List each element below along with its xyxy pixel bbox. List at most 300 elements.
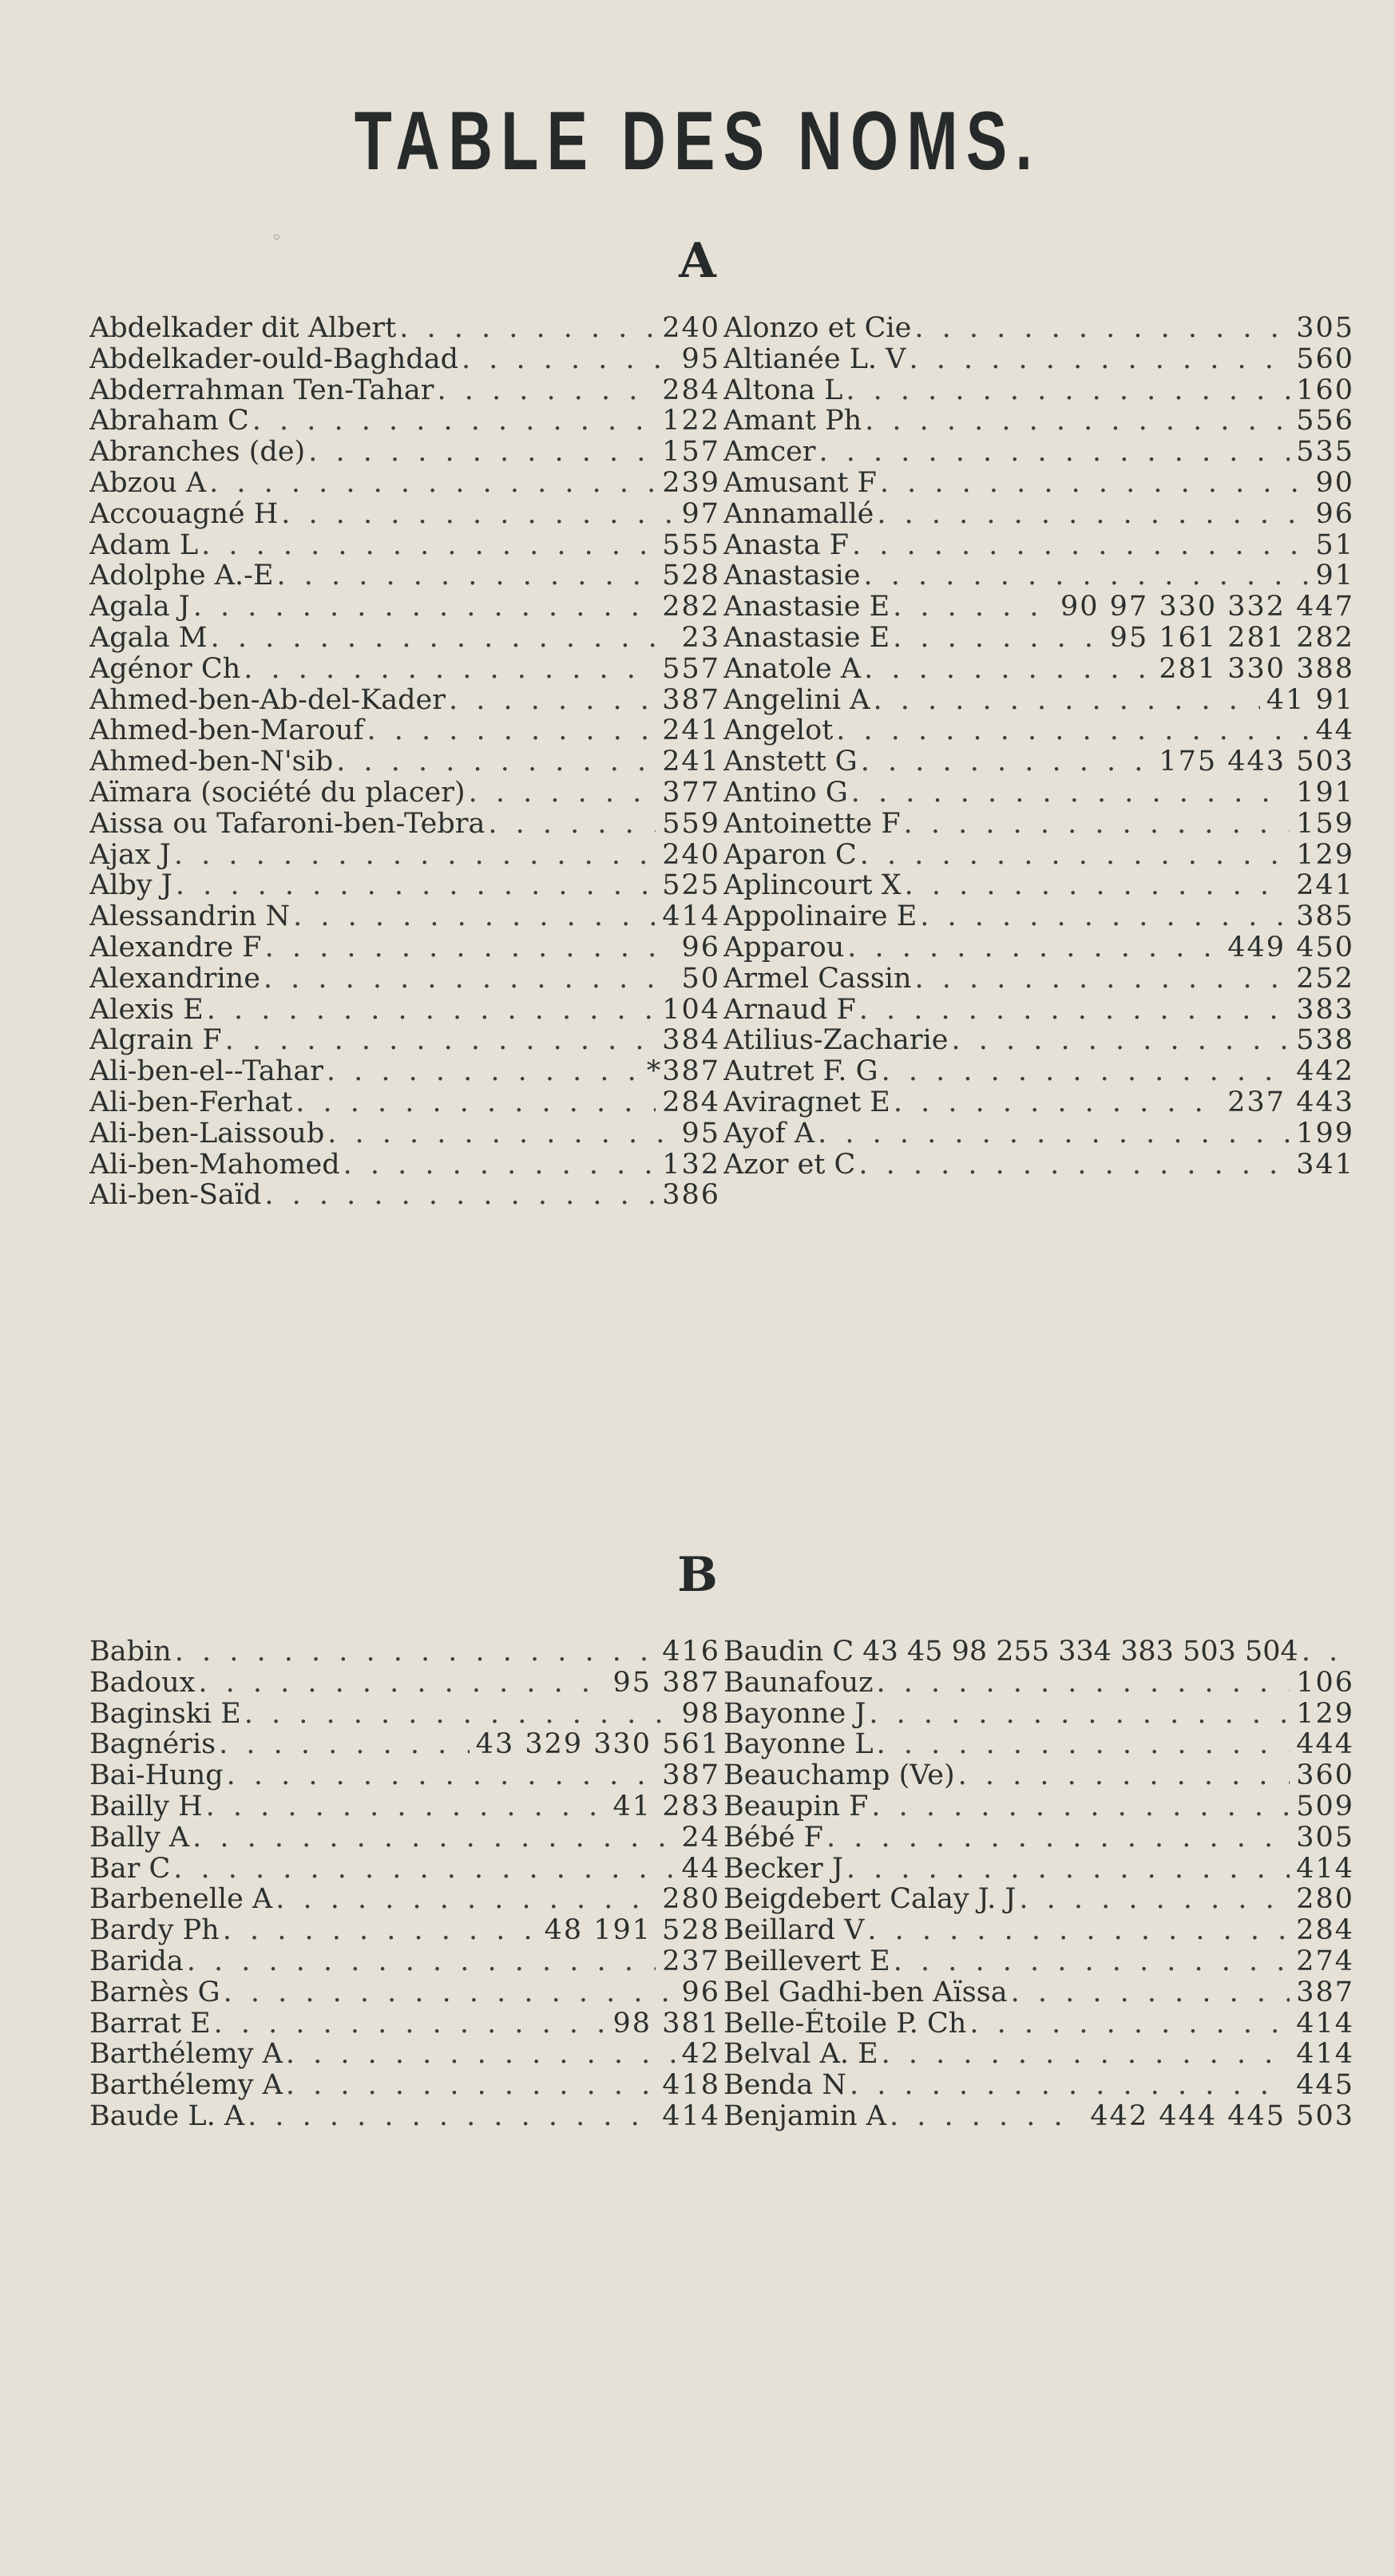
dot-leader [244,654,656,685]
entry-name: Autret F. G [723,1056,878,1087]
entry-name: Amant Ph [723,406,862,437]
index-entry [723,964,1354,995]
index-entry [89,1668,720,1699]
entry-name: Barrat E [89,2008,211,2040]
dot-leader [198,1668,606,1699]
entry-pages: 48 191 528 [544,1915,720,1946]
index-entry [723,499,1354,530]
dot-leader [914,313,1290,344]
entry-name: Ayof A [723,1118,815,1150]
entry-pages: 122 [662,406,720,437]
index-entry [723,1150,1354,1181]
entry-pages: 241 [662,746,720,778]
entry-name: Abraham C [89,406,249,437]
entry-name: Beigdebert Calay J. J [723,1884,1017,1916]
entry-name: Angelot [723,715,834,747]
entry-name: Angelini A [723,684,870,716]
index-entry [723,2008,1354,2040]
entry-name: Becker J [723,1853,843,1885]
entry-pages: 360 [1296,1760,1354,1791]
dot-leader [488,809,656,840]
index-entry [89,468,720,499]
entry-pages: 95 [681,343,720,375]
entry-name: Anatole A [723,653,862,685]
entry-pages: 282 [662,592,720,623]
dot-leader [861,746,1153,778]
entry-pages: 280 [662,1884,720,1916]
index-entry [723,1791,1354,1822]
entry-pages: 44 [1315,715,1354,747]
entry-pages: 23 [681,622,720,654]
dot-leader [175,1636,656,1668]
index-entry [89,778,720,809]
entry-name: Apparou [723,932,845,964]
entry-pages: 240 [662,839,720,871]
entry-name: Bagnéris [89,1729,216,1761]
dot-leader [469,778,656,809]
dot-leader [286,2039,676,2070]
entry-name: Ali-ben-Saïd [89,1180,262,1212]
entry-name: Aviragnet E [723,1086,890,1118]
index-entry [723,344,1354,375]
entry-name: Aïmara (société du placer) [89,777,466,809]
index-entry [723,778,1354,809]
dot-leader [174,840,656,871]
entry-pages: 129 [1296,1698,1354,1730]
index-entry [89,1854,720,1885]
entry-name: Beaupin F [723,1791,869,1822]
entry-name: Aissa ou Tafaroni-ben-Tebra [89,808,485,840]
dot-leader [877,499,1309,530]
dot-leader [915,964,1290,995]
entry-name: Barbenelle A [89,1884,273,1916]
dot-leader [865,406,1290,437]
index-entry [89,685,720,716]
entry-pages: 95 387 [612,1667,720,1699]
entry-pages: 444 [1296,1729,1354,1761]
entry-pages: 305 [1296,313,1354,344]
entry-pages: *387 [646,1056,720,1087]
index-entry [89,2101,720,2132]
index-entry [89,344,720,375]
entry-pages: 384 [662,1025,720,1057]
index-entry [723,1760,1354,1791]
entry-name: Bally A [89,1822,190,1854]
dot-leader [264,964,676,995]
dot-leader [308,437,656,468]
dot-leader [893,592,1054,623]
entry-pages: 41 91 [1266,684,1354,716]
entry-name: Adolphe A.-E [89,560,274,592]
entry-name: Beillevert E [723,1945,890,1977]
index-entry [89,530,720,561]
index-entry [89,932,720,964]
index-entry [723,1087,1354,1118]
dot-leader [894,1087,1221,1118]
entry-pages: 445 [1296,2070,1354,2101]
dot-leader [951,1025,1290,1056]
index-entry [723,715,1354,746]
entry-pages: 175 443 503 [1159,746,1354,778]
dot-leader [293,901,656,932]
index-entry [89,1025,720,1056]
dot-leader [826,1822,1290,1854]
entry-name: Belval A. E [723,2039,878,2071]
entry-name: Baudin C 43 45 98 255 334 383 503 504 [723,1636,1298,1668]
entry-pages: 442 [1296,1056,1354,1087]
entry-pages: 284 [662,1086,720,1118]
index-entry [89,1822,720,1854]
dot-leader [264,1180,656,1211]
dot-leader [909,344,1290,375]
entry-name: Appolinaire E [723,901,917,932]
entry-pages: 385 [1296,901,1354,932]
index-entry [89,1977,720,2008]
dot-leader [869,1699,1290,1730]
entry-pages: 560 [1296,343,1354,375]
entry-name: Ali-ben-Ferhat [89,1086,293,1118]
entry-pages: 97 [681,498,720,530]
dot-leader [327,1118,675,1150]
index-entry [89,1180,720,1211]
entry-name: Benjamin A [723,2100,887,2132]
entry-name: Ali-ben-Mahomed [89,1149,340,1181]
dot-leader [871,1791,1290,1822]
entry-name: Ajax J [89,839,171,871]
entry-name: Barnès G [89,1977,220,2008]
dot-leader [882,1056,1290,1087]
dot-leader [920,901,1290,932]
entry-name: Anstett G [723,746,858,778]
dot-leader [905,870,1290,901]
entry-pages: 414 [662,901,720,932]
index-entry [723,468,1354,499]
dot-leader [836,715,1309,746]
section-letter-a: A [679,233,716,289]
dot-leader [206,1791,607,1822]
dot-leader [846,1854,1290,1885]
entry-pages: 106 [1296,1667,1354,1699]
entry-pages: 95 161 281 282 [1109,622,1354,654]
dot-leader [890,2101,1084,2132]
index-entry [89,1056,720,1087]
entry-pages: 98 [681,1698,720,1730]
entry-pages: 157 [662,437,720,468]
dot-leader [227,1760,656,1791]
entry-name: Badoux [89,1667,196,1699]
dot-leader [209,468,656,499]
dot-leader [958,1760,1290,1791]
entry-name: Benda N [723,2070,846,2101]
index-entry [89,2070,720,2101]
index-entry [89,1118,720,1150]
index-entry [89,1087,720,1118]
entry-pages: 442 444 445 503 [1090,2100,1354,2132]
entry-pages: 284 [1296,1915,1354,1946]
dot-leader [207,995,656,1026]
dot-leader [880,468,1310,499]
index-entry [89,375,720,406]
index-entry [723,746,1354,778]
dot-leader [904,809,1290,840]
entry-name: Amcer [723,437,816,468]
entry-pages: 281 330 388 [1159,653,1354,685]
dot-leader [211,623,676,654]
index-entry [723,1668,1354,1699]
dot-leader [286,2070,656,2101]
entry-name: Alexandrine [89,963,260,995]
entry-pages: 525 [662,870,720,902]
dot-leader [969,2008,1290,2040]
dot-leader [343,1150,656,1181]
entry-name: Aplincourt X [723,870,902,902]
index-entry [89,499,720,530]
entry-pages: 98 381 [612,2008,720,2040]
entry-name: Annamallé [723,498,874,530]
entry-pages: 535 [1296,437,1354,468]
dot-leader [277,560,656,592]
index-entry [89,1915,720,1946]
index-entry [723,1854,1354,1885]
section-b-right-column [723,1636,1354,2132]
entry-pages: 509 [1296,1791,1354,1822]
entry-name: Abdelkader dit Albert [89,313,397,344]
entry-name: Bailly H [89,1791,203,1822]
entry-pages: 556 [1296,406,1354,437]
section-b-left-column [89,1636,720,2132]
entry-pages: 96 [681,932,720,964]
entry-name: Amusant F [723,467,877,499]
dot-leader [201,530,656,561]
entry-name: Alexandre F [89,932,262,964]
entry-pages: 386 [662,1180,720,1212]
entry-pages: 191 [1296,777,1354,809]
entry-pages: 341 [1296,1149,1354,1181]
entry-name: Accouagné H [89,498,279,530]
dot-leader [858,1150,1290,1181]
entry-name: Altona L [723,374,843,406]
entry-pages: 377 [662,777,720,809]
index-entry [89,592,720,623]
entry-name: Aparon C [723,839,857,871]
entry-pages: 449 450 [1227,932,1354,964]
index-entry [89,313,720,344]
entry-name: Bébé F [723,1822,823,1854]
entry-name: Agala M [89,622,208,654]
entry-pages: 274 [1296,1945,1354,1977]
index-entry [89,995,720,1026]
index-entry [89,840,720,871]
section-a-left-column [89,313,720,1211]
index-entry [89,1791,720,1822]
entry-pages: 387 [1296,1977,1354,2008]
dot-leader [224,1977,676,2008]
entry-name: Ahmed-ben-N'sib [89,746,334,778]
entry-pages: 559 [662,808,720,840]
index-entry [89,715,720,746]
index-entry [723,2101,1354,2132]
dot-leader [281,499,675,530]
index-entry [89,1760,720,1791]
entry-name: Belle-Étoile P. Ch [723,2008,967,2040]
dot-leader [449,685,656,716]
dot-leader [399,313,656,344]
entry-name: Antino G [723,777,848,809]
index-entry [723,870,1354,901]
index-entry [723,2070,1354,2101]
dot-leader [893,623,1104,654]
dot-leader [850,2070,1290,2101]
entry-name: Bai-Hung [89,1760,224,1791]
entry-pages: 237 443 [1227,1086,1354,1118]
entry-pages: 129 [1296,839,1354,871]
entry-name: Ali-ben-el--Tahar [89,1056,323,1087]
dot-leader [860,840,1290,871]
index-entry [89,2008,720,2040]
entry-name: Bel Gadhi-ben Aïssa [723,1977,1008,2008]
dot-leader [214,2008,607,2040]
index-entry [723,560,1354,592]
entry-pages: 414 [1296,2008,1354,2040]
dot-leader [193,592,656,623]
dot-leader [882,2039,1290,2070]
index-entry [89,1636,720,1668]
dot-leader [818,1118,1290,1150]
index-entry [723,1729,1354,1760]
entry-name: Bar C [89,1853,171,1885]
index-entry [723,1699,1354,1730]
dot-leader [1302,1636,1348,1668]
entry-name: Ahmed-ben-Marouf [89,715,364,747]
entry-name: Bayonne J [723,1698,866,1730]
dot-leader [863,560,1309,592]
index-entry [723,1884,1354,1915]
dot-leader [192,1822,675,1854]
index-entry [89,406,720,437]
entry-name: Barthélemy A [89,2070,283,2101]
entry-name: Abderrahman Ten-Tahar [89,374,434,406]
entry-name: Anastasie E [723,622,890,654]
dot-leader [877,1668,1290,1699]
index-entry [723,1946,1354,1977]
entry-name: Beillard V [723,1915,865,1946]
index-entry [723,1025,1354,1056]
index-entry [89,2039,720,2070]
entry-pages: 237 [662,1945,720,1977]
index-entry [723,1118,1354,1150]
dot-leader [873,685,1259,716]
entry-pages: 199 [1296,1118,1354,1150]
index-entry [723,1636,1354,1668]
entry-pages: 90 97 330 332 447 [1060,592,1354,623]
dot-leader [336,746,656,778]
entry-pages: 418 [662,2070,720,2101]
dot-leader [295,1087,656,1118]
index-entry [723,1915,1354,1946]
index-entry [89,654,720,685]
dot-leader [225,1025,656,1056]
index-entry [89,870,720,901]
entry-pages: 280 [1296,1884,1354,1916]
entry-pages: 414 [1296,2039,1354,2071]
dot-leader [894,1946,1290,1977]
entry-pages: 96 [681,1977,720,2008]
entry-name: Baginski E [89,1698,241,1730]
entry-pages: 284 [662,374,720,406]
entry-name: Babin [89,1636,172,1668]
entry-pages: 555 [662,529,720,561]
entry-name: Alonzo et Cie [723,313,912,344]
dot-leader [847,932,1221,964]
entry-pages: 51 [1315,529,1354,561]
entry-pages: 96 [1315,498,1354,530]
entry-name: Beauchamp (Ve) [723,1760,955,1791]
index-entry [89,964,720,995]
entry-pages: 104 [662,994,720,1026]
dot-leader [1011,1977,1290,2008]
entry-pages: 95 [681,1118,720,1150]
dot-leader [327,1056,640,1087]
entry-pages: 241 [662,715,720,747]
entry-name: Anasta F [723,529,849,561]
dot-leader [1019,1884,1290,1915]
entry-name: Alessandrin N [89,901,291,932]
dot-leader [867,1915,1290,1946]
dot-leader [252,406,656,437]
entry-pages: 416 [662,1636,720,1668]
entry-pages: 241 [1296,870,1354,902]
entry-name: Altianée L. V [723,343,906,375]
dot-leader [219,1729,470,1760]
entry-pages: 91 [1315,560,1354,592]
entry-name: Alby J [89,870,172,902]
entry-pages: 90 [1315,467,1354,499]
entry-pages: 557 [662,653,720,685]
page-title: TABLE DES NOMS. [354,95,1041,188]
dot-leader [367,715,656,746]
entry-name: Barida [89,1945,184,1977]
index-entry [89,1946,720,1977]
dot-leader [173,1854,675,1885]
entry-pages: 44 [681,1853,720,1885]
entry-name: Antoinette F [723,808,901,840]
index-entry [723,995,1354,1026]
entry-name: Baude L. A [89,2100,245,2132]
entry-pages: 160 [1296,374,1354,406]
dot-leader [223,1915,538,1946]
index-entry [723,809,1354,840]
entry-pages: 383 [1296,994,1354,1026]
entry-name: Ali-ben-Laissoub [89,1118,325,1150]
entry-pages: 387 [662,684,720,716]
entry-pages: 41 283 [612,1791,720,1822]
index-entry [723,1977,1354,2008]
entry-pages: 50 [681,963,720,995]
entry-name: Ahmed-ben-Ab-del-Kader [89,684,446,716]
index-entry [89,1884,720,1915]
entry-pages: 42 [681,2039,720,2071]
index-entry [723,406,1354,437]
dot-leader [859,995,1290,1026]
index-entry [723,932,1354,964]
dot-leader [852,530,1309,561]
entry-name: Alexis E [89,994,204,1026]
entry-name: Baunafouz [723,1667,874,1699]
index-entry [723,654,1354,685]
dot-leader [265,932,676,964]
index-entry [89,901,720,932]
entry-pages: 24 [681,1822,720,1854]
